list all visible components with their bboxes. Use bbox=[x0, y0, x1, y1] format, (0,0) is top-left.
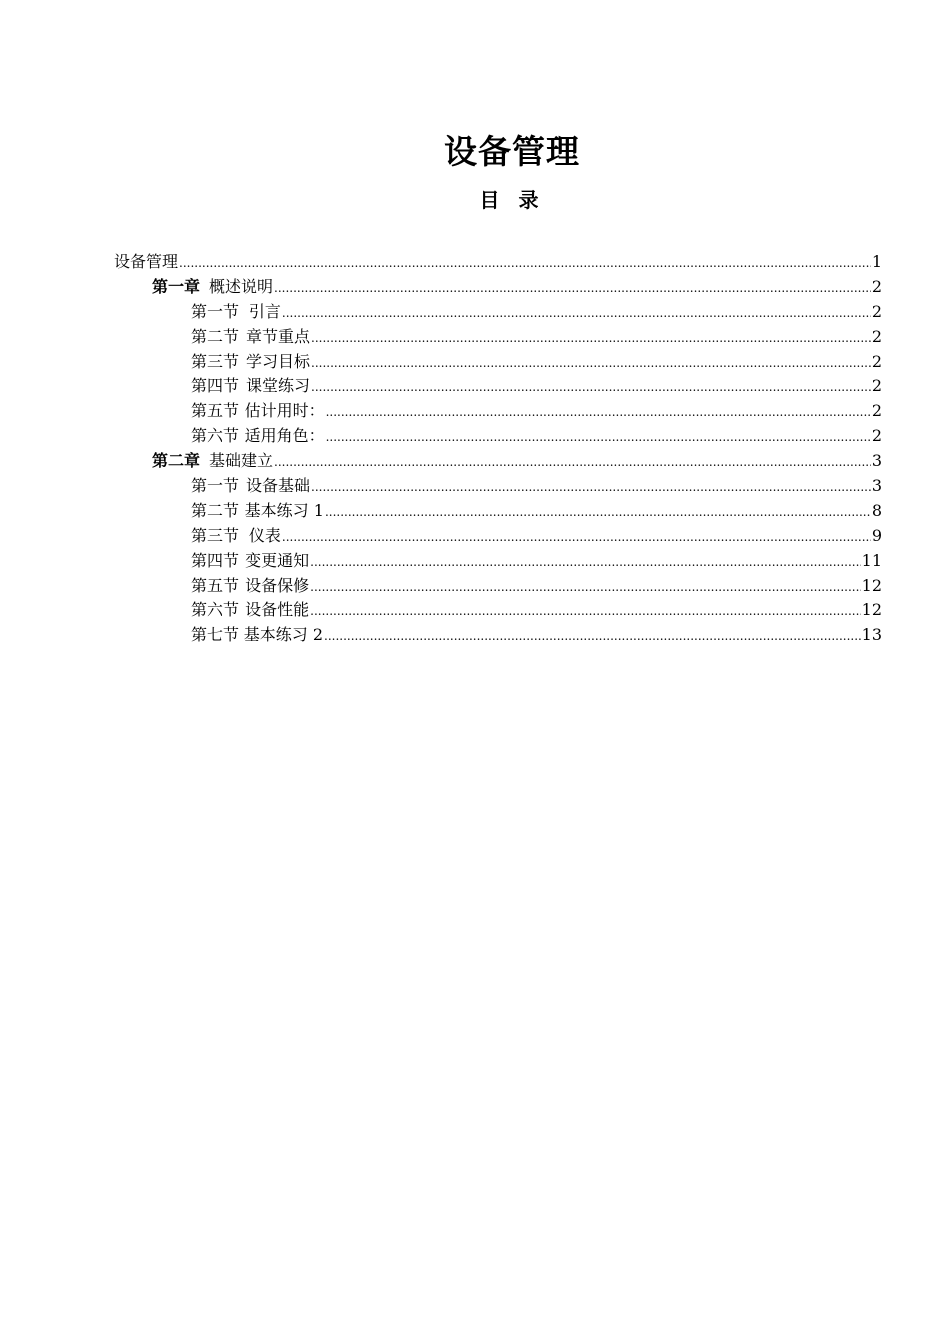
toc-entry-title: 仪表 bbox=[248, 525, 281, 545]
toc-page-number: 13 bbox=[861, 625, 882, 645]
toc-dot-leader bbox=[311, 325, 871, 351]
toc-dot-leader bbox=[311, 474, 871, 500]
toc-section-number: 第一节 bbox=[191, 476, 240, 496]
toc-entry-title: 基本练习 2 bbox=[243, 625, 324, 645]
toc-section-number: 第五节 bbox=[191, 575, 240, 595]
toc-section-number: 第二节 bbox=[191, 326, 240, 346]
toc-dot-leader bbox=[326, 424, 871, 450]
toc-entry[interactable] bbox=[114, 623, 882, 648]
toc-page-number: 2 bbox=[871, 351, 882, 371]
toc-entry-title: 章节重点 bbox=[246, 326, 311, 346]
toc-entry[interactable] bbox=[114, 474, 882, 499]
toc-section-number: 第二节 bbox=[191, 500, 240, 520]
toc-section-number: 第六节 bbox=[191, 600, 240, 620]
toc-section-number: 第五节 bbox=[191, 401, 240, 421]
toc-page-number: 2 bbox=[871, 326, 882, 346]
toc-entry-title: 适用角色： bbox=[244, 426, 325, 446]
toc-entry-title: 估计用时： bbox=[244, 401, 325, 421]
toc-entry-title: 设备基础 bbox=[246, 476, 311, 496]
toc-entry[interactable] bbox=[114, 499, 882, 524]
toc-chapter-number: 第二章 bbox=[152, 451, 201, 471]
table-of-contents bbox=[114, 250, 882, 648]
toc-entry-title: 学习目标 bbox=[246, 351, 311, 371]
toc-entry[interactable] bbox=[114, 449, 882, 474]
toc-entry[interactable] bbox=[114, 275, 882, 300]
toc-dot-leader bbox=[274, 449, 871, 475]
toc-page-number: 12 bbox=[861, 575, 882, 595]
toc-dot-leader bbox=[310, 574, 861, 600]
toc-entry[interactable] bbox=[114, 524, 882, 549]
toc-entry[interactable] bbox=[114, 350, 882, 375]
toc-page-number: 1 bbox=[871, 252, 882, 271]
toc-entry[interactable] bbox=[114, 374, 882, 399]
toc-entry-title: 变更通知 bbox=[245, 550, 310, 570]
toc-entry[interactable] bbox=[114, 549, 882, 574]
toc-entry-title: 概述说明 bbox=[209, 276, 274, 296]
toc-section-number: 第四节 bbox=[191, 550, 240, 570]
toc-page-number: 3 bbox=[871, 451, 882, 471]
toc-page-number: 9 bbox=[871, 525, 882, 545]
toc-dot-leader bbox=[179, 250, 871, 276]
toc-dot-leader bbox=[310, 549, 861, 575]
toc-entry-title: 课堂练习 bbox=[246, 376, 311, 396]
toc-chapter-number: 第一章 bbox=[152, 276, 201, 296]
toc-entry-title: 设备保修 bbox=[245, 575, 310, 595]
toc-page-number: 2 bbox=[871, 426, 882, 446]
toc-entry-title: 引言 bbox=[248, 301, 281, 321]
toc-page-number: 2 bbox=[871, 301, 882, 321]
toc-section-number: 第三节 bbox=[191, 351, 240, 371]
toc-entry-title: 基本练习 1 bbox=[244, 500, 324, 520]
toc-page-number: 2 bbox=[871, 376, 882, 396]
toc-page-number: 12 bbox=[861, 600, 882, 620]
toc-section-number: 第六节 bbox=[191, 426, 240, 446]
toc-dot-leader bbox=[326, 399, 871, 425]
toc-dot-leader bbox=[311, 350, 871, 376]
toc-entry-title: 设备管理 bbox=[114, 252, 179, 271]
toc-page-number: 2 bbox=[871, 401, 882, 421]
toc-entry[interactable] bbox=[114, 598, 882, 623]
toc-entry[interactable] bbox=[114, 325, 882, 350]
toc-dot-leader bbox=[324, 623, 861, 649]
toc-page-number: 3 bbox=[871, 476, 882, 496]
toc-dot-leader bbox=[325, 499, 871, 525]
toc-dot-leader bbox=[274, 275, 871, 301]
toc-section-number: 第三节 bbox=[191, 525, 240, 545]
document-title: 设备管理 bbox=[444, 132, 580, 171]
toc-page-number: 11 bbox=[861, 550, 882, 570]
toc-entry[interactable] bbox=[114, 399, 882, 424]
toc-entry[interactable] bbox=[114, 574, 882, 599]
toc-dot-leader bbox=[282, 524, 871, 550]
toc-entry[interactable] bbox=[114, 250, 882, 275]
toc-entry[interactable] bbox=[114, 300, 882, 325]
toc-page-number: 2 bbox=[871, 276, 882, 296]
toc-section-number: 第四节 bbox=[191, 376, 240, 396]
toc-entry-title: 基础建立 bbox=[209, 451, 274, 471]
toc-dot-leader bbox=[282, 300, 871, 326]
toc-entry[interactable] bbox=[114, 424, 882, 449]
toc-dot-leader bbox=[310, 598, 861, 624]
toc-entry-title: 设备性能 bbox=[245, 600, 310, 620]
toc-dot-leader bbox=[311, 374, 871, 400]
toc-section-number: 第七节 bbox=[191, 625, 240, 645]
toc-section-number: 第一节 bbox=[191, 301, 240, 321]
toc-heading: 目 录 bbox=[479, 188, 545, 212]
toc-page-number: 8 bbox=[871, 500, 882, 520]
